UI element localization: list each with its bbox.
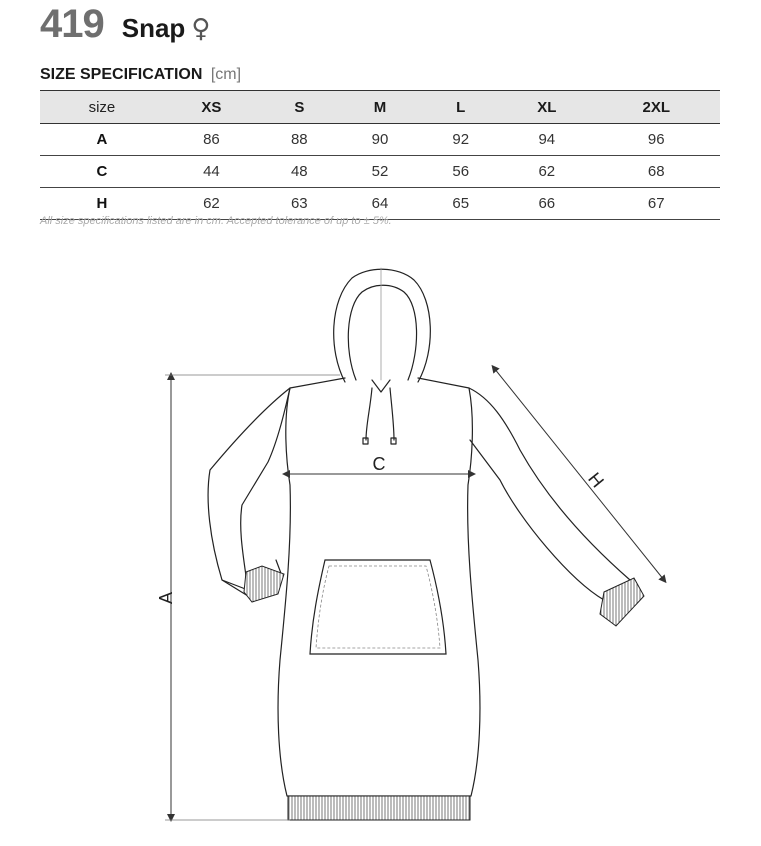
table-cell: 48 <box>259 156 340 188</box>
sleeve-left <box>208 388 290 590</box>
header-cell-s: S <box>259 91 340 124</box>
row-label: C <box>40 156 164 188</box>
dim-h-label: H <box>584 468 608 492</box>
cuff-left <box>244 566 284 602</box>
table-cell: 96 <box>593 124 721 156</box>
cuff-right <box>600 578 644 626</box>
table-cell: 67 <box>593 188 721 220</box>
table-cell: 62 <box>501 156 592 188</box>
hem-rib <box>288 796 470 820</box>
row-label: A <box>40 124 164 156</box>
table-cell: 68 <box>593 156 721 188</box>
header-cell-2xl: 2XL <box>593 91 721 124</box>
product-code: 419 <box>40 2 104 46</box>
table-cell: 94 <box>501 124 592 156</box>
header-cell-xs: XS <box>164 91 259 124</box>
dim-a-label: A <box>156 591 176 605</box>
sleeve-right <box>469 388 630 600</box>
spec-unit: [cm] <box>210 66 242 83</box>
table-cell: 88 <box>259 124 340 156</box>
table-cell: 64 <box>340 188 421 220</box>
table-cell: 92 <box>420 124 501 156</box>
hood-inner <box>348 285 416 380</box>
kangaroo-pocket <box>310 560 446 654</box>
table-cell: 52 <box>340 156 421 188</box>
table-cell: 44 <box>164 156 259 188</box>
header-cell-xl: XL <box>501 91 592 124</box>
table-cell: 63 <box>259 188 340 220</box>
header-cell-m: M <box>340 91 421 124</box>
dim-c-label: C <box>372 454 386 474</box>
body-outline <box>278 378 480 796</box>
tolerance-note: All size specifications listed are in cm. Accepted tolerance of up to ± 5%. <box>40 215 392 227</box>
table-cell: 65 <box>420 188 501 220</box>
drawstring-left <box>366 388 372 440</box>
row-label: H <box>40 188 164 220</box>
product-name: Snap <box>121 13 186 43</box>
table-cell: 66 <box>501 188 592 220</box>
spec-title-text: SIZE SPECIFICATION <box>40 66 203 83</box>
table-cell: 90 <box>340 124 421 156</box>
header-cell-size: size <box>40 91 164 124</box>
dim-h-line <box>494 368 664 580</box>
table-cell: 86 <box>164 124 259 156</box>
header-cell-l: L <box>420 91 501 124</box>
table-cell: 56 <box>420 156 501 188</box>
female-icon: ♀ <box>191 14 211 44</box>
table-cell: 62 <box>164 188 259 220</box>
drawstring-right <box>390 388 394 440</box>
